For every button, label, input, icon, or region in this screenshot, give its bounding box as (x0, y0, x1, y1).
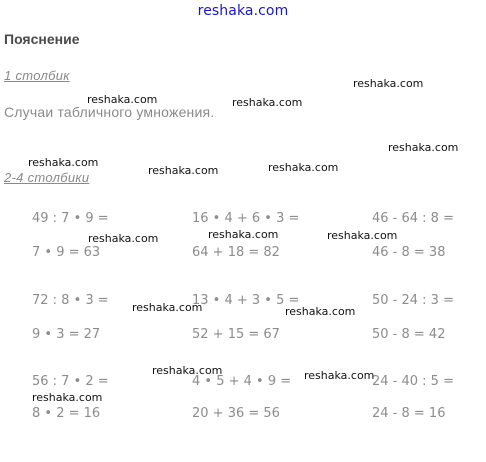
subhead-columns-2-4: 2-4 столбики (4, 170, 90, 185)
watermark: reshaka.com (268, 161, 339, 174)
math-row-4-col-1: 9 • 3 = 27 (32, 327, 101, 342)
subhead-column-1: 1 столбик (4, 68, 70, 83)
watermark: reshaka.com (28, 156, 99, 169)
math-row-1-col-2: 16 • 4 + 6 • 3 = (192, 211, 300, 226)
math-row-3-col-1: 72 : 8 • 3 = (32, 293, 109, 308)
watermark: reshaka.com (132, 301, 203, 314)
math-row-3-col-3: 50 - 24 : 3 = (372, 293, 454, 308)
watermark: reshaka.com (304, 369, 375, 382)
watermark: reshaka.com (353, 77, 424, 90)
math-row-2-col-3: 46 - 8 = 38 (372, 245, 446, 260)
math-row-6-col-2: 20 + 36 = 56 (192, 406, 280, 421)
watermark: reshaka.com (152, 364, 223, 377)
section-title: Пояснение (4, 31, 80, 47)
math-row-6-col-1: 8 • 2 = 16 (32, 406, 101, 421)
math-row-1-col-1: 49 : 7 • 9 = (32, 211, 109, 226)
watermark: reshaka.com (208, 228, 279, 241)
watermark: reshaka.com (327, 229, 398, 242)
site-header-link[interactable]: reshaka.com (197, 3, 289, 19)
watermark: reshaka.com (88, 232, 159, 245)
watermark: reshaka.com (32, 391, 103, 404)
math-row-1-col-3: 46 - 64 : 8 = (372, 211, 454, 226)
math-row-4-col-2: 52 + 15 = 67 (192, 327, 280, 342)
watermark: reshaka.com (148, 164, 219, 177)
math-row-2-col-1: 7 • 9 = 63 (32, 245, 101, 260)
math-row-5-col-3: 24 - 40 : 5 = (372, 374, 454, 389)
watermark: reshaka.com (87, 93, 158, 106)
math-row-5-col-1: 56 : 7 • 2 = (32, 374, 109, 389)
math-row-2-col-2: 64 + 18 = 82 (192, 245, 280, 260)
math-row-3-col-2: 13 • 4 + 3 • 5 = (192, 293, 300, 308)
watermark: reshaka.com (388, 141, 459, 154)
math-row-5-col-2: 4 • 5 + 4 • 9 = (192, 374, 292, 389)
math-row-6-col-3: 24 - 8 = 16 (372, 406, 446, 421)
description: Случаи табличного умножения. (4, 104, 215, 120)
watermark: reshaka.com (232, 96, 303, 109)
watermark: reshaka.com (285, 305, 356, 318)
math-row-4-col-3: 50 - 8 = 42 (372, 327, 446, 342)
